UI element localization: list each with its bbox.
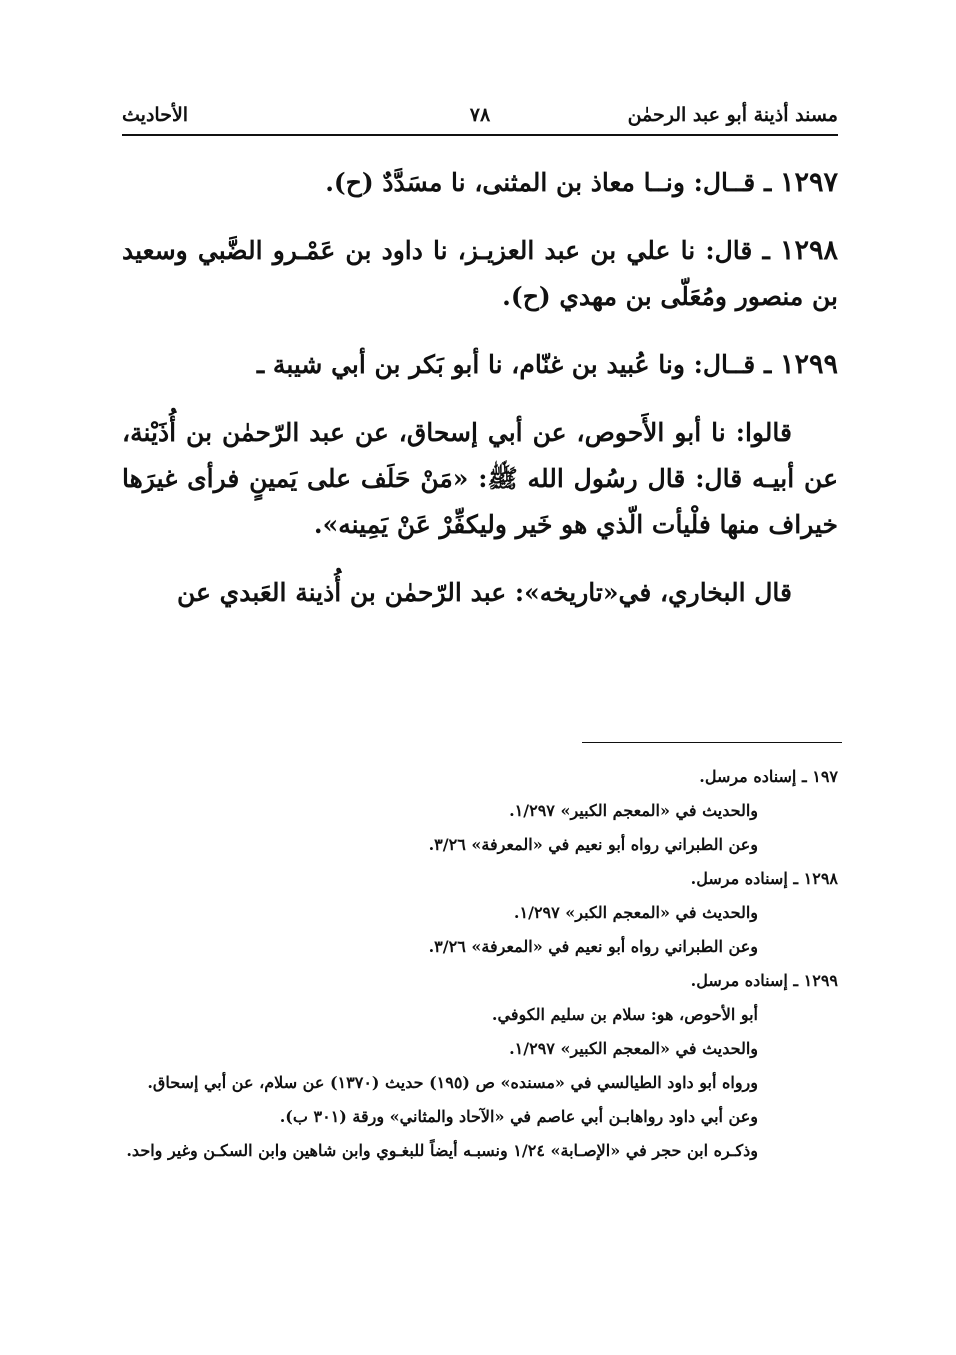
footnote-number: ١٢٩٨ — [803, 869, 838, 888]
header-section-title: الأحاديث — [122, 104, 189, 126]
footnote-line: أبو الأحوص، هو: سلام بن سليم الكوفي. — [491, 1005, 758, 1024]
footnotes — [118, 760, 838, 1168]
footnote-line: وعن الطبراني رواه أبو نعيم في «المعرفة» ٣/٢٦. — [428, 937, 758, 956]
footnote-line: وذكـره ابن حجر في «الإصـابة» ١/٢٤ ونسبـه أيضاً للبغـوي وابن شاهين وابن السكـن وغير واحد. — [126, 1141, 758, 1160]
footnote-line: ـ إسناده مرسل. — [690, 869, 799, 888]
footnote-line: ـ إسناده مرسل. — [690, 971, 799, 990]
hadith-number: ١٢٩٩ — [779, 349, 838, 380]
footnote-separator — [582, 742, 842, 743]
footnote-line: والحديث في «المعجم الكبير» ١/٢٩٧. — [509, 1039, 758, 1058]
footnote-line: ورواه أبو داود الطيالسي في «مسنده» ص (١٩٥) حديث (١٣٧٠) عن سلام، عن أبي إسحاق. — [147, 1073, 758, 1092]
footnote-line: والحديث في «المعجم الكبر» ١/٢٩٧. — [513, 903, 758, 922]
header-page-number: ٧٨ — [469, 104, 491, 126]
footnote-line: وعن الطبراني رواه أبو نعيم في «المعرفة» ٣/٢٦. — [428, 835, 758, 854]
hadith-1297 — [122, 160, 838, 206]
main-text — [122, 160, 838, 638]
footnote-1299 — [118, 964, 838, 1168]
running-header — [122, 100, 838, 136]
hadith-number: ١٢٩٧ — [779, 167, 838, 198]
footnote-number: ١٢٩٩ — [803, 971, 838, 990]
hadith-text: ـ قــال: ونا عُبيد بن غنّام، نا أبو بَكر بن أبي شيبة ـ — [256, 350, 780, 379]
hadith-matn: قالوا: نا أبو الأَحوص، عن أبي إسحاق، عن عبد الرّحمٰن بن أُذَيْنة، عن أبيـه قال: قال رسُول الله ﷺ: «مَنْ حَلَف على يَمينٍ فرأى غيرَها خيراف منها فلْيأت الّذي هو خَير وليكفِّرْ عَنْ يَمِينه». — [122, 418, 838, 539]
footnote-line: والحديث في «المعجم الكبير» ١/٢٩٧. — [509, 801, 758, 820]
footnote-line: وعن أبي داود رواهابـن أبي عاصم في «الآحاد والمثاني» ورقة (٣٠١ ب). — [279, 1107, 758, 1126]
hadith-text: ـ قال: نا علي بن عبد العزيـز، نا داود بن عَمْـرو الضَّبي وسعيد بن منصور ومُعَلّى بن مهدي (ح). — [122, 236, 838, 311]
hadith-1299 — [122, 342, 838, 388]
header-book-title: مسند أذينة أبو عبد الرحمٰن — [627, 104, 838, 126]
footnote-number: ١٩٧ — [812, 767, 838, 786]
bukhari-note: قال البخاري، في«تاريخه»: عبد الرّحمٰن بن أُذينة العَبدي عن — [176, 578, 792, 607]
footnote-line: ـ إسناده مرسل. — [699, 767, 807, 786]
hadith-1298 — [122, 228, 838, 320]
footnote-1298 — [118, 862, 838, 964]
hadith-text: ـ قــال: ونــا معاذ بن المثنى، نا مسَدَّدٌ (ح). — [325, 168, 780, 197]
footnote-1297 — [118, 760, 838, 862]
hadith-number: ١٢٩٨ — [779, 235, 838, 266]
